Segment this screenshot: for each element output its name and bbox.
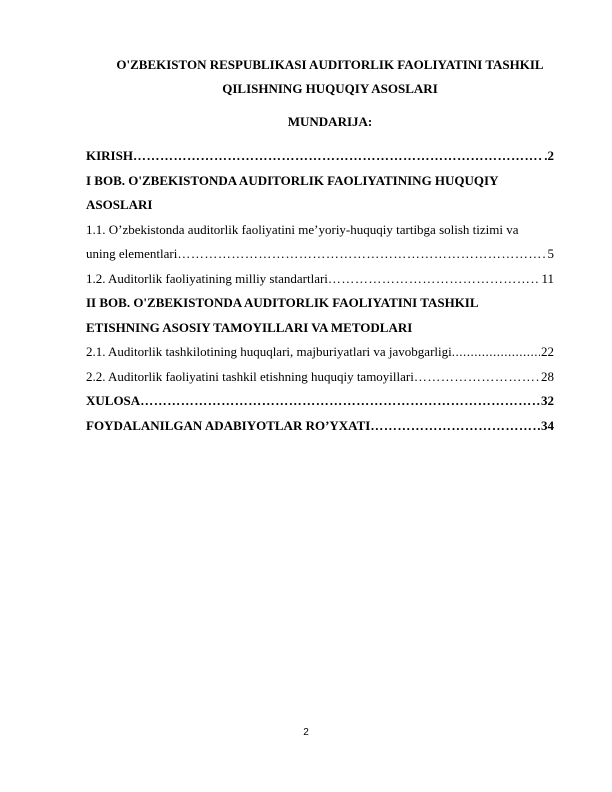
document-title-line-2: QILISHNING HUQUQIY ASOSLARI <box>222 81 438 96</box>
document-title-line-1: O'ZBEKISTON RESPUBLIKASI AUDITORLIK FAOLIYATINI TASHKIL <box>116 57 544 72</box>
toc-page-number: 5 <box>547 246 554 261</box>
toc-page-number: .2 <box>544 148 554 163</box>
toc-entry-label: 1.2. Auditorlik faoliyatining milliy standartlari <box>86 270 328 286</box>
toc-section-2-2[interactable] <box>86 365 554 390</box>
toc-page-number: 22 <box>541 344 554 359</box>
dot-leader <box>370 414 540 439</box>
toc-chapter-2-line-1[interactable]: II BOB. O'ZBEKISTONDA AUDITORLIK FAOLIYATINI TASHKIL <box>86 295 479 310</box>
toc-page-number: 11 <box>541 270 554 286</box>
toc-section-1-1-line-2[interactable] <box>86 242 554 267</box>
toc-entry-label: XULOSA <box>86 393 141 408</box>
dot-leader <box>177 242 546 267</box>
dot-leader <box>328 267 541 292</box>
toc-entry-label: KIRISH <box>86 148 133 163</box>
toc-entry-label: 2.2. Auditorlik faoliyatini tashkil etishning huquqiy tamoyillari <box>86 368 414 384</box>
dot-leader <box>414 365 540 390</box>
dot-leader <box>140 389 540 414</box>
toc-entry-references[interactable] <box>86 414 554 439</box>
toc-entry-label: 2.1. Auditorlik tashkilotining huquqlari, majburiyatlari va javobgarligi <box>86 344 452 359</box>
toc-entry-intro[interactable] <box>86 144 554 169</box>
toc-page-number: 34 <box>541 417 554 433</box>
toc-entry-label: uning elementlari <box>86 246 178 261</box>
dot-leader <box>133 144 543 169</box>
toc-entry-label: FOYDALANILGAN ADABIYOTLAR RO’YXATI <box>86 417 371 433</box>
page-number: 2 <box>303 727 309 738</box>
toc-section-1-1-line-1[interactable]: 1.1. O’zbekistonda auditorlik faoliyatini me’yoriy-huquqiy tartibga solish tizimi va <box>86 221 519 237</box>
dot-leader <box>452 340 540 365</box>
toc-chapter-1-line-1[interactable]: I BOB. O'ZBEKISTONDA AUDITORLIK FAOLIYATINING HUQUQIY <box>86 172 499 188</box>
contents-heading: MUNDARIJA: <box>287 114 373 129</box>
toc-page-number: 28 <box>541 368 554 384</box>
toc-chapter-2-line-2[interactable]: ETISHNING ASOSIY TAMOYILLARI VA METODLARI <box>86 319 413 335</box>
toc-section-2-1[interactable] <box>86 340 554 365</box>
table-of-contents <box>86 144 554 438</box>
toc-chapter-1-line-2[interactable]: ASOSLARI <box>86 197 153 212</box>
toc-page-number: 32 <box>541 393 554 408</box>
toc-entry-conclusion[interactable] <box>86 389 554 414</box>
toc-section-1-2[interactable] <box>86 267 554 292</box>
